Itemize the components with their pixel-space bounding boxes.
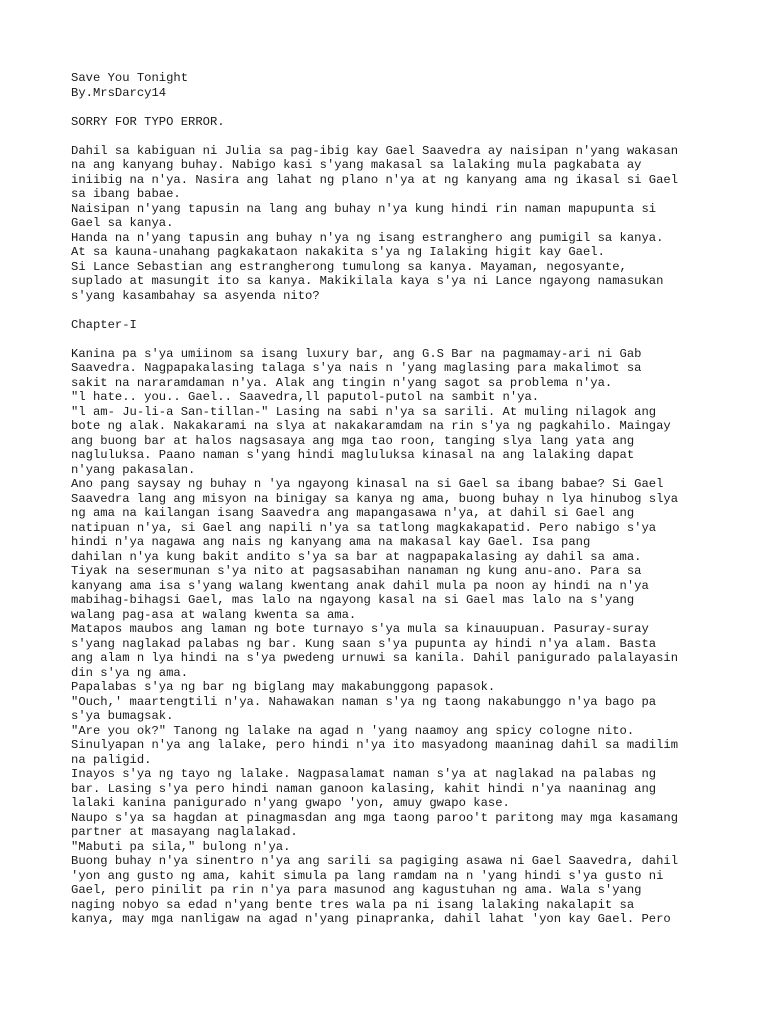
text-line bbox=[71, 100, 711, 115]
text-line: natipuan n'ya, si Gael ang napili n'ya sa tatlong magkakapatid. Pero nabigo s'ya bbox=[71, 520, 657, 535]
text-line: nagluluksa. Paano naman s'yang hindi magluluksa kinasal na ang lalaking dapat bbox=[71, 448, 635, 462]
document-title: Save You Tonight bbox=[71, 71, 189, 85]
text-line: Matapos maubos ang laman ng bote turnayo s'ya mula sa kinauupuan. Pasuray-suray bbox=[71, 622, 649, 636]
text-line: "l am- Ju-li-a San-tillan-" Lasing na sabi n'ya sa sarili. At muling nilagok ang bbox=[71, 404, 657, 419]
text-line: Sinulyapan n'ya ang lalake, pero hindi n'ya ito masyadong maaninag dahil sa madilim bbox=[71, 738, 679, 752]
text-line: Gael, pero pinilit pa rin n'ya para masunod ang kagustuhan ng ama. Wala s'yang bbox=[71, 883, 642, 897]
text-line: iniibig na n'ya. Nasira ang lahat ng plano n'ya at ng kanyang ama ng ikasal si Gael bbox=[71, 172, 679, 187]
text-line: sa ibang babae. bbox=[71, 187, 181, 201]
text-line bbox=[71, 129, 711, 144]
text-line: Papalabas s'ya ng bar ng biglang may makabunggong papasok. bbox=[71, 680, 496, 694]
text-line: na paligid. bbox=[71, 752, 152, 767]
text-line: dahilan n'ya kung bakit andito s'ya sa bar at nagpapakalasing ay dahil sa ama. bbox=[71, 549, 642, 564]
text-line: naging nobyo sa edad n'yang bente tres wala pa ni isang lalaking nakalapit sa bbox=[71, 897, 635, 912]
text-line: Chapter-I bbox=[71, 317, 137, 332]
text-line: lalaki kanina panigurado n'yang gwapo 'yon, amuy gwapo kase. bbox=[71, 796, 510, 810]
text-line: "l hate.. you.. Gael.. Saavedra,ll paputol-putol na sambit n'ya. bbox=[71, 390, 540, 404]
text-line: na ang kanyang buhay. Nabigo kasi s'yang makasal sa lalaking mula pagkabata ay bbox=[71, 158, 642, 172]
text-line: "Mabuti pa sila," bulong n'ya. bbox=[71, 839, 291, 854]
text-line: "Ouch,' maartengtili n'ya. Nahawakan naman s'ya ng taong nakabunggo n'ya bago pa bbox=[71, 694, 657, 709]
text-line: Naupo s'ya sa hagdan at pinagmasdan ang mga taong paroo't paritong may mga kasamang bbox=[71, 810, 679, 825]
text-line: n'yang pakasalan. bbox=[71, 462, 196, 477]
text-line: Inayos s'ya ng tayo ng lalake. Nagpasalamat naman s'ya at naglakad na palabas ng bbox=[71, 767, 657, 781]
text-line: "Are you ok?" Tanong ng lalake na agad n 'yang naamoy ang spicy cologne nito. bbox=[71, 723, 635, 738]
text-line: kanyang ama isa s'yang walang kwentang anak dahil mula pa noon ay hindi na n'ya bbox=[71, 578, 649, 593]
text-line: bote ng alak. Nakakarami na slya at nakakaramdam na rin s'ya ng pagkahilo. Maingay bbox=[71, 419, 671, 433]
text-line: s'yang kasambahay sa asyenda nito? bbox=[71, 288, 320, 303]
text-line bbox=[71, 332, 711, 347]
text-line: Ano pang saysay ng buhay n 'ya ngayong kinasal na si Gael sa ibang babae? Si Gael bbox=[71, 477, 664, 491]
text-line: Saavedra lang ang misyon na binigay sa kanya ng ama, buong buhay n lya hinubog slya bbox=[71, 491, 679, 506]
text-line: ng ama na kailangan isang Saavedra ang mapangasawa n'ya, at dahil si Gael ang bbox=[71, 506, 635, 520]
text-line: bar. Lasing s'ya pero hindi naman ganoon kalasing, kahit hindi n'ya naaninag ang bbox=[71, 781, 657, 796]
text-line: partner at masayang naglalakad. bbox=[71, 825, 298, 839]
text-line: walang pag-asa at walang kwenta sa ama. bbox=[71, 607, 357, 622]
text-line: Si Lance Sebastian ang estrangherong tumulong sa kanya. Mayaman, negosyante, bbox=[71, 259, 627, 274]
text-line: s'yang naglakad palabas ng bar. Kung saan s'ya pupunta ay hindi n'ya alam. Basta bbox=[71, 636, 657, 651]
text-line: SORRY FOR TYPO ERROR. bbox=[71, 114, 225, 129]
text-line: Dahil sa kabiguan ni Julia sa pag-ibig kay Gael Saavedra ay naisipan n'yang wakasan bbox=[71, 143, 679, 158]
text-line: kanya, may mga nanligaw na agad n'yang pinapranka, dahil lahat 'yon kay Gael. Pero bbox=[71, 912, 671, 926]
text-line: ang alam n lya hindi na s'ya pwedeng urnuwi sa kanila. Dahil panigurado palalayasin bbox=[71, 651, 679, 665]
text-line: sakit na nararamdaman n'ya. Alak ang tingin n'yang sagot sa problema n'ya. bbox=[71, 375, 613, 390]
text-line: Handa na n'yang tapusin ang buhay n'ya ng isang estranghero ang pumigil sa kanya. bbox=[71, 230, 664, 245]
document-page bbox=[71, 71, 711, 927]
text-line: ang buong bar at halos nagsasaya ang mga tao roon, tanging slya lang yata ang bbox=[71, 433, 635, 448]
text-line: din s'ya ng ama. bbox=[71, 665, 189, 680]
text-line: s'ya bumagsak. bbox=[71, 709, 174, 723]
text-line: Gael sa kanya. bbox=[71, 216, 174, 230]
text-line: mabihag-bihagsi Gael, mas lalo na ngayong kasal na si Gael mas lalo na s'yang bbox=[71, 593, 635, 607]
text-line: 'yon ang gusto ng ama, kahit simula pa lang ramdam na n 'yang hindi s'ya gusto ni bbox=[71, 868, 664, 883]
text-line: Saavedra. Nagpapakalasing talaga s'ya nais n 'yang maglasing para makalimot sa bbox=[71, 361, 642, 375]
text-line bbox=[71, 303, 711, 318]
text-line: Tiyak na sesermunan s'ya nito at pagsasabihan nanaman ng kung anu-ano. Para sa bbox=[71, 564, 642, 578]
text-line: At sa kauna-unahang pagkakataon nakakita s'ya ng Ialaking higit kay Gael. bbox=[71, 245, 605, 259]
text-line: Buong buhay n'ya sinentro n'ya ang sarili sa pagiging asawa ni Gael Saavedra, dahil bbox=[71, 854, 679, 868]
text-line: suplado at masungit ito sa kanya. Makikilala kaya s'ya ni Lance ngayong namasukan bbox=[71, 274, 664, 288]
document-author: By.MrsDarcy14 bbox=[71, 85, 167, 100]
text-line: hindi n'ya nagawa ang nais ng kanyang ama na makasal kay Gael. Isa pang bbox=[71, 535, 591, 549]
text-line: Kanina pa s'ya umiinom sa isang luxury bar, ang G.S Bar na pagmamay-ari ni Gab bbox=[71, 346, 642, 361]
text-line: Naisipan n'yang tapusin na lang ang buhay n'ya kung hindi rin naman mapupunta si bbox=[71, 201, 657, 216]
